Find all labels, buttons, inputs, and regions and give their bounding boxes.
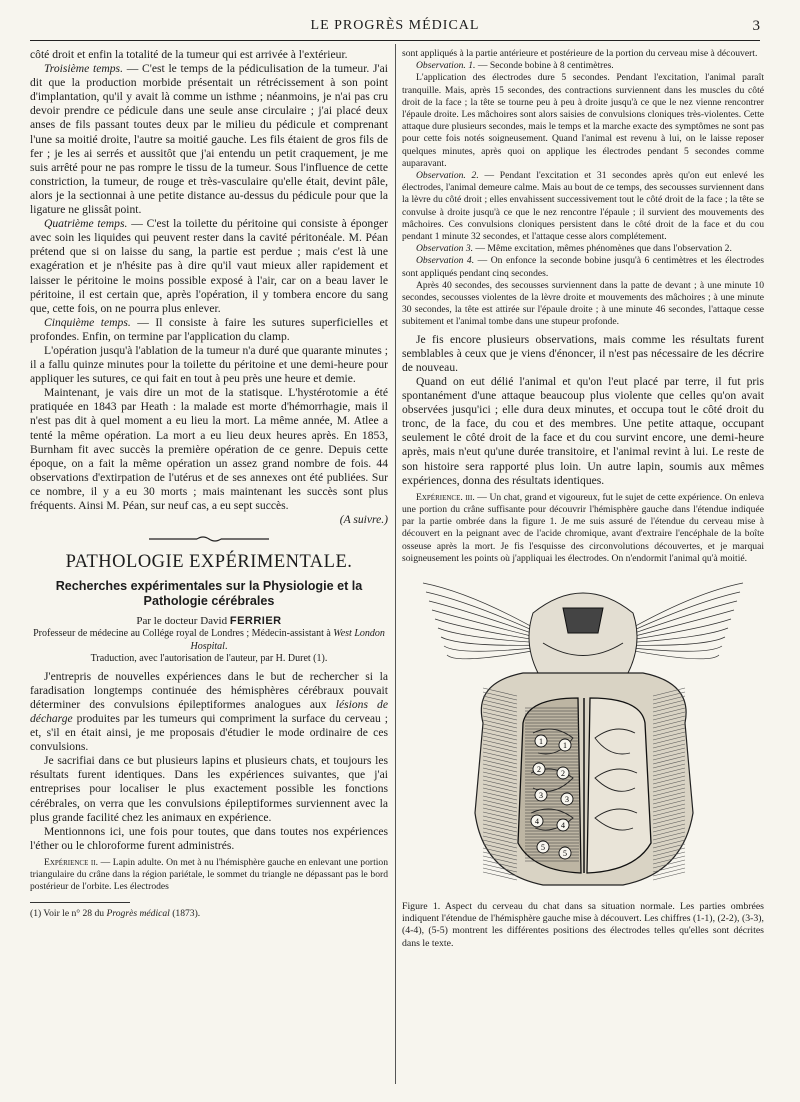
observation (402, 60, 764, 72)
translation-credit: Traduction, avec l'autorisation de l'auteur, par H. Duret (1). (90, 653, 328, 665)
paragraph-text: produites par les tumeurs qui compriment la surface du cerveau ; et, s'il en était ainsi, je me proposais d'étudier le mode ordinaire de ces convulsions. (30, 711, 388, 754)
paragraph-text: J'entrepris de nouvelles expériences dans le but de rechercher si la faradisation longtemps continuée des hémisphères cérébraux pouvait déterminer des convulsions épileptiformes analogues aux (30, 669, 388, 711)
observation-text: — On enfonce la seconde bobine jusqu'à 6 centimètres et les électrodes sont appliqués pendant cinq secondes. (402, 255, 764, 279)
paragraph: Mentionnons ici, une fois pour toutes, que dans toutes nos expériences l'éther ou le chloroforme furent administrés. (30, 824, 388, 852)
observation-text: — Même excitation, mêmes phénomènes que dans l'observation 2. (473, 243, 732, 255)
left-hemisphere-icon (518, 698, 581, 873)
electrode-label: 4 (535, 816, 539, 826)
author-affiliation (30, 628, 388, 653)
page-number: 3 (752, 18, 760, 34)
electrode-label: 2 (561, 768, 565, 778)
paragraph-text: — C'est la toilette du péritoine qui consiste à éponger avec soin les liquides qui peuvent rester dans la cavité péritonéale. M. Péan prétend que si on laisse du sang, la partie est perdue ; mais c'est là une exagération et je n'hésite pas à dire qu'il vaut mieux aller rapidement et laisser le péritoine le moins possible exposé à l'air, car on a beau laver le péritoine, il est certain que, après l'opération, il y tombera encore du sang que, cette fois, on ne pourra plus enlever. (30, 217, 388, 315)
affiliation-text: Professeur de médecine au Collége royal de Londres ; Médecin-assistant à (33, 628, 334, 640)
footnote (30, 908, 388, 920)
observation: L'application des électrodes dure 5 secondes. Pendant l'excitation, l'animal paraît tranquille. Mais, après 15 secondes, des contractions surviennent dans les muscles du côté droit de la face ; la tête se tourne peu à peu à droite jusqu'à ce que le nez vienne rencontrer l'épaule droite. Les mâchoires sont alors saisies de convulsions cloniques très-violentes. Cette attaque dure plusieurs secondes, mais le temps et la marche exacte des symptômes ne sont pas pour cette fois notés soigneusement. Quand l'animal est revenu à lui, on le laisse reposer quelques minutes, après quoi on applique les électrodes pendant 5 secondes comme auparavant. (402, 72, 764, 169)
snout-icon (529, 593, 637, 683)
observation: Après 40 secondes, des secousses surviennent dans la patte de devant ; à une minute 10 secondes, secousses violentes de la lèvre droite et mouvements des mâchoires ; à une minute 30 secondes, la tête est attirée sur l'épaule droite ; à une minute 46 secondes, l'attaque cesse subitement et l'animal tombe dans une stupeur profonde. (402, 279, 764, 328)
experiment-paragraph (30, 857, 388, 894)
affiliation-end: . (224, 640, 228, 652)
footnote-rule (30, 902, 130, 903)
electrode-label: 1 (539, 736, 543, 746)
paragraph (30, 217, 388, 316)
paragraph: côté droit et enfin la totalité de la tumeur qui est arrivée à l'extérieur. (30, 48, 348, 61)
electrode-label: 4 (561, 820, 565, 830)
paragraph-lead: Cinquième temps. (44, 315, 131, 329)
experiment-paragraph (402, 492, 764, 565)
nose-icon (563, 608, 603, 633)
electrode-label: 1 (563, 740, 567, 750)
electrode-label: 3 (539, 790, 543, 800)
observation (402, 170, 764, 243)
ornament-divider-icon (149, 535, 269, 543)
ornament-divider (30, 535, 388, 546)
paragraph-text: — C'est le temps de la pédiculisation de la tumeur. J'ai dit que la production morbide présentait un rétrécissement à son point d'implantation, qu'il y avait là comme un isthme ; néanmoins, je n'ai pas cru devoir prendre ce pédicule dans une seule anse circulaire ; j'ai placé deux anses de fils passant toutes deux par le milieu du pédicule et comprenant l'une sa moitié droite, l'autre sa moitié gauche. Les fils étaient de gros fils de fer ; je les ai serrés et aussitôt que j'ai entendu un petit craquement, je me suis arrêté pour ne pas rompre le tissu de la tumeur. Sous l'influence de cette constriction, la tumeur, de rouge et très-vasculaire qu'elle était, devint pâle, alors je la sectionnai à une petite distance au-dessus du pédicule pour que la ligature ne glissât point. (30, 62, 388, 217)
experiment-text: — Lapin adulte. On met à nu l'hémisphère gauche en enlevant une portion triangulaire du crâne dans la région pariétale, le sommet du triangle ne dépassant pas le bord postérieur de l'orbite. Les électrodes (30, 856, 388, 893)
electrode-label: 5 (541, 842, 545, 852)
observation-lead: Observation. 1. (416, 60, 476, 72)
experiment-text: — Un chat, grand et vigoureux, fut le sujet de cette expérience. On enleva une portion du crâne suffisante pour découvrir l'hémisphère gauche dans l'étendue indiquée par la partie ombrée dans la figure 1. Je me suis assuré de l'étendue du cerveau mise à découvert en la peignant avec de l'acide chromique, avant d'extraire l'encéphale de la boîte osseuse après la mort. Je fis l'esquisse des circonvolutions découvertes, et je marquai soigneusement les points où j'appliquai les électrodes. On n'endormit l'animal qu'à moitié. (402, 491, 764, 564)
footnote-end: (1873). (169, 907, 201, 919)
right-hemisphere-icon (587, 698, 651, 873)
footnote-journal: Progrès médical (106, 907, 170, 919)
paragraph: Maintenant, je vais dire un mot de la statisque. L'hystérotomie a été pratiquée en 1843 par Heath : la malade est morte d'hémorrhagie, mais il n'est pas dit à quel moment a eu lieu la mort. La même année, M. Atlee a tenté la même opération. La mort a eu lieu deux heures après. En 1853, Burnham fit avec succès la première opération de ce genre. Depuis cette époque, on a fait la même opération un assez grand nombre de fois. 44 observations d'extirpation de l'utérus et de ses annexes ont été publiées. Sur ce nombre, il y a eu 30 morts ; mais maintenant les succès sont plus fréquents. Ainsi M. Péan, sur neuf cas, a eu sept succès. (30, 386, 388, 512)
author-name: FERRIER (229, 615, 282, 628)
paragraph: Quand on eut délié l'animal et qu'on l'eut placé par terre, il fut pris spontanément d'une attaque beaucoup plus violente que celles qu'on avait observées jusqu'ici ; elle dura deux minutes, et occupa tout le côté droit du tronc, de la face, du cou et des membres. Une petite attaque, occupant seulement le côté droit de la face et du cou survint encore, une demi-heure après, mais n'eut qu'une durée transitoire, et l'animal revint à lui. Le reste de son histoire sera rapporté plus loin. Un autre lapin, soumis aux mêmes expériences, donna des résultats identiques. (402, 374, 764, 487)
left-column (30, 48, 388, 920)
paragraph-lead: Quatrième temps. (44, 217, 128, 231)
experiment-lead: Expérience. iii. (416, 491, 475, 503)
observation-lead: Observation 3. (416, 243, 474, 255)
article-title: Recherches expérimentales sur la Physiologie et la Pathologie cérébrales (55, 579, 363, 609)
section-heading: PATHOLOGIE EXPÉRIMENTALE. (65, 552, 353, 573)
paragraph (30, 62, 388, 217)
paragraph-emphasis: lésions de décharge (30, 697, 389, 725)
observation-lead: Observation 4. (416, 255, 475, 267)
running-header (30, 18, 760, 40)
paragraph-text: — Il consiste à faire les sutures superficielles et profondes. Enfin, on termine par l'application du clamp. (30, 315, 388, 343)
paragraph (30, 316, 388, 344)
electrode-label: 3 (565, 794, 569, 804)
paragraph-lead: Troisième temps. (44, 62, 123, 76)
paragraph: sont appliqués à la partie antérieure et postérieure de la portion du cerveau mise à découvert. (402, 48, 758, 59)
hospital-name: West London Hospital (190, 628, 385, 652)
observation-lead: Observation. 2. (416, 170, 479, 182)
paragraph (30, 670, 388, 755)
byline (30, 615, 388, 628)
right-column (402, 48, 764, 950)
cat-brain-illustration (413, 573, 753, 895)
running-title: LE PROGRÈS MÉDICAL (310, 18, 480, 33)
footnote-text: (1) Voir le n° 28 du (30, 907, 107, 919)
observation (402, 243, 764, 255)
byline-prefix: Par le docteur David (136, 615, 230, 628)
paragraph: Je sacrifiai dans ce but plusieurs lapins et plusieurs chats, et toujours les résultats furent identiques. Dans les expériences suivantes, que j'ai entreprises pour localiser le plus exactement possible les fonctions cérébrales, on verra que les convulsions épileptiformes surviennent avec la plus grande facilité chez les animaux en expérience. (30, 754, 388, 824)
paragraph: Je fis encore plusieurs observations, mais comme les résultats furent semblables à ceux que je viens d'énoncer, il n'est pas nécessaire de les décrire de nouveau. (402, 332, 764, 374)
figure-caption: Figure 1. Aspect du cerveau du chat dans sa situation normale. Les parties ombrées indiquent l'étendue de l'hémisphère gauche mise à découvert. Les chiffres (1-1), (2-2), (3-3), (4-4), (5-5) montrent les différentes positions des électrodes telles qu'elles sont décrites dans le texte. (402, 900, 764, 949)
electrode-label: 5 (563, 848, 567, 858)
observation (402, 255, 764, 279)
paragraph: L'opération jusqu'à l'ablation de la tumeur n'a duré que quarante minutes ; il a fallu quinze minutes pour la toilette du péritoine et une demi-heure pour appliquer les sutures, ce qui fait en tout à peu près une heure et demie. (30, 343, 388, 386)
electrode-label: 2 (537, 764, 541, 774)
figure-cat-brain (413, 573, 753, 895)
observation-text: — Pendant l'excitation et 31 secondes après qu'on eut enlevé les électrodes, l'animal demeure calme. Mais au bout de ce temps, des secousses surviennent dans la lèvre du côté droit ; elles envahissent successivement tout le côté droit de la face ; la tête se convulse à droite jusqu'à ce que le nez rencontre l'épaule ; il survient des mouvements des mâchoires. Ces convulsions cloniques persistent dans le côté droit de la face et du cou pendant 1 minute 32 secondes, et l'attaque cesse alors complétement. (402, 170, 764, 243)
header-rule (30, 40, 760, 41)
experiment-lead: Expérience ii. (44, 856, 98, 868)
to-be-continued: (A suivre.) (339, 513, 388, 527)
observation-text: — Seconde bobine à 8 centimètres. (475, 60, 614, 72)
column-divider (395, 44, 396, 1084)
